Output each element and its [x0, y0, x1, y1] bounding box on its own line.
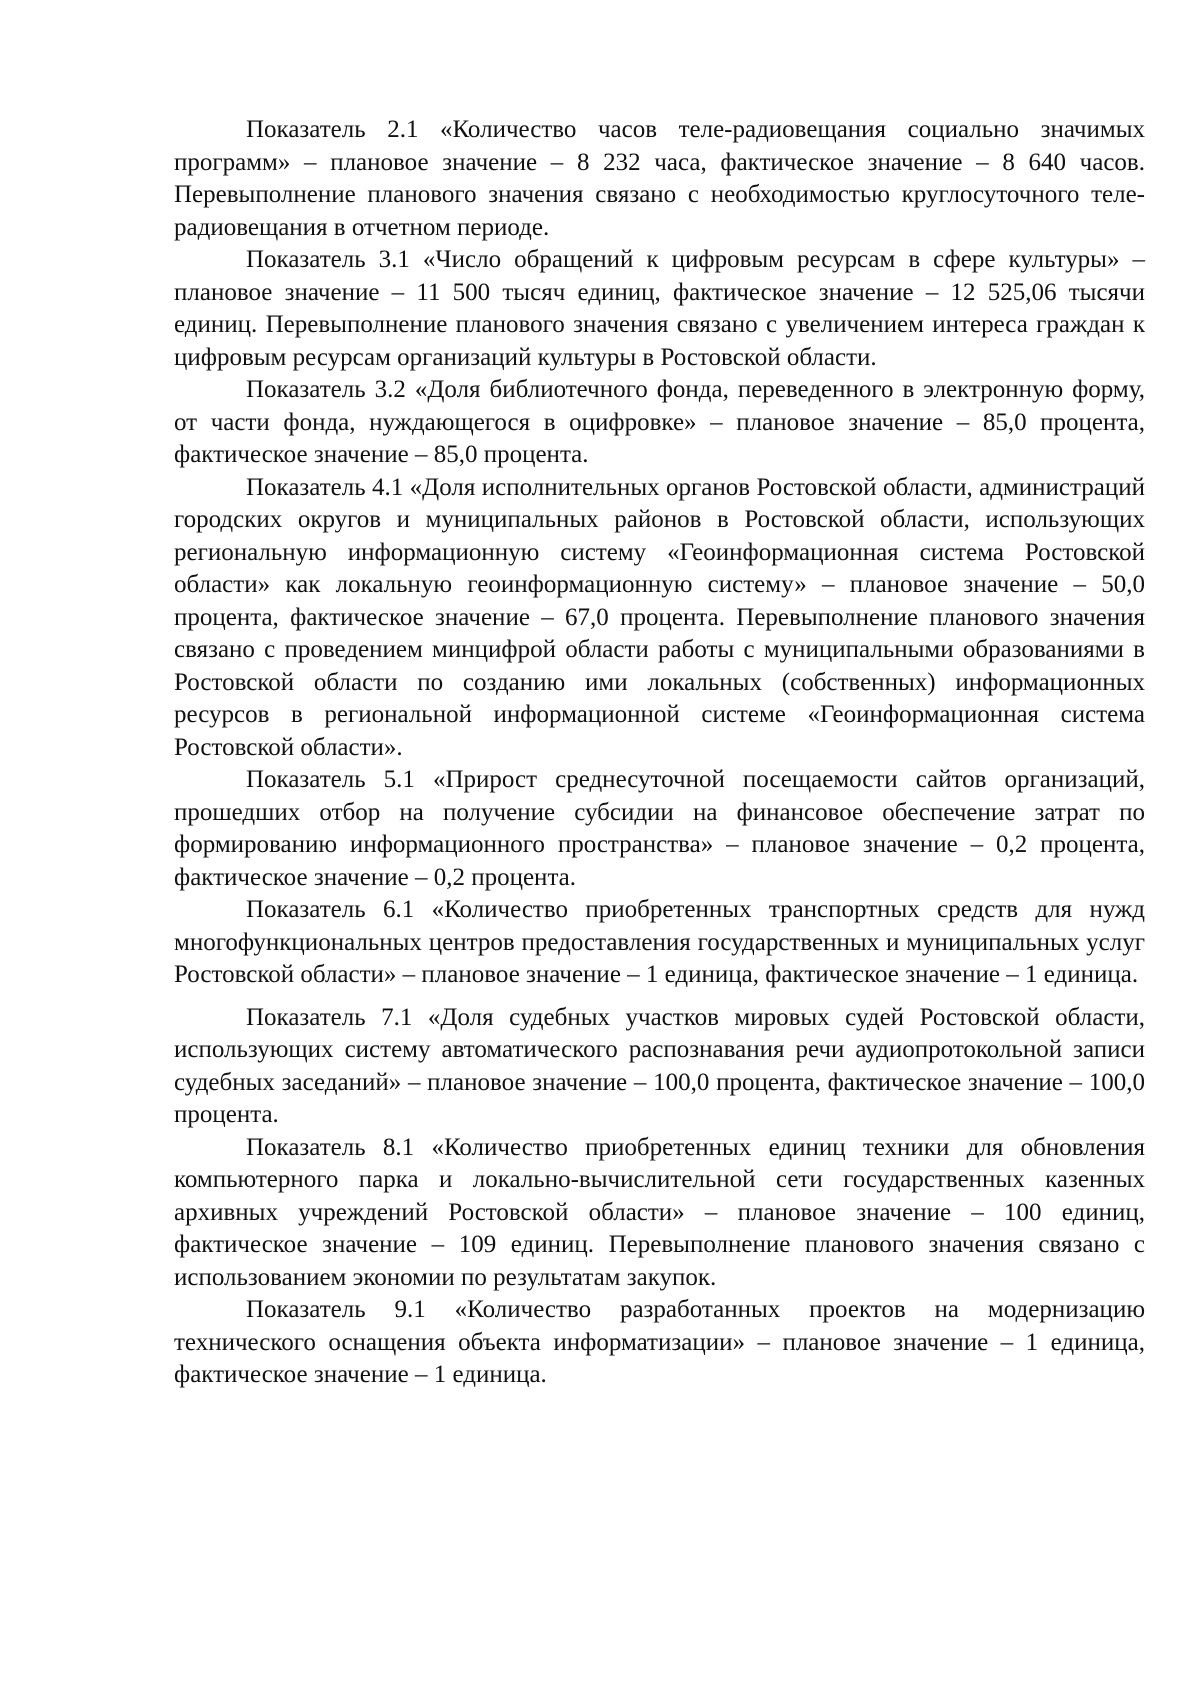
paragraph-indicator-7-1: Показатель 7.1 «Доля судебных участков мировых судей Ростовской области, использующих систему автоматического распознавания речи аудиопротокольной записи судебных заседаний» – плановое значение – 100,0 процента, фактическое значение – 100,0 процента.	[174, 1003, 1145, 1128]
paragraph-indicator-8-1: Показатель 8.1 «Количество приобретенных единиц техники для обновления компьютерного парка и локально-вычислительной сети государственных казенных архивных учреждений Ростовской области» – плановое значение – 100 единиц, фактическое значение – 109 единиц. Перевыполнение планового значения связано с использованием экономии по результатам закупок.	[174, 1133, 1145, 1291]
paragraph-indicator-3-2: Показатель 3.2 «Доля библиотечного фонда, переведенного в электронную форму, от части фонда, нуждающегося в оцифровке» – плановое значение – 85,0 процента, фактическое значение – 85,0 процента.	[174, 376, 1145, 468]
paragraph-indicator-5-1: Показатель 5.1 «Прирост среднесуточной посещаемости сайтов организаций, прошедших отбор на получение субсидии на финансовое обеспечение затрат по формированию информационного пространства» – плановое значение – 0,2 процента, фактическое значение – 0,2 процента.	[174, 766, 1145, 891]
paragraph-indicator-9-1: Показатель 9.1 «Количество разработанных проектов на модернизацию технического оснащения объекта информатизации» – плановое значение – 1 единица, фактическое значение – 1 единица.	[174, 1296, 1145, 1388]
paragraph-indicator-4-1: Показатель 4.1 «Доля исполнительных органов Ростовской области, администраций городских округов и муниципальных районов в Ростовской области, использующих региональную информационную систему «Геоинформационная система Ростовской области» как локальную геоинформационную систему» – плановое значение – 50,0 процента, фактическое значение – 67,0 процента. Перевыполнение планового значения связано с проведением минцифрой области работы с муниципальными образованиями в Ростовской области по созданию ими локальных (собственных) информационных ресурсов в региональной информационной системе «Геоинформационная система Ростовской области».	[174, 473, 1145, 761]
paragraph-indicator-2-1: Показатель 2.1 «Количество часов теле-радиовещания социально значимых программ» – плановое значение – 8 232 часа, фактическое значение – 8 640 часов. Перевыполнение планового значения связано с необходимостью круглосуточного теле-радиовещания в отчетном периоде.	[174, 116, 1145, 241]
paragraph-indicator-6-1: Показатель 6.1 «Количество приобретенных транспортных средств для нужд многофункциональных центров предоставления государственных и муниципальных услуг Ростовской области» – плановое значение – 1 единица, фактическое значение – 1 единица.	[174, 896, 1145, 988]
document-body	[174, 114, 1145, 1392]
paragraph-indicator-3-1: Показатель 3.1 «Число обращений к цифровым ресурсам в сфере культуры» – плановое значение – 11 500 тысяч единиц, фактическое значение – 12 525,06 тысячи единиц. Перевыполнение планового значения связано с увеличением интереса граждан к цифровым ресурсам организаций культуры в Ростовской области.	[174, 246, 1145, 371]
